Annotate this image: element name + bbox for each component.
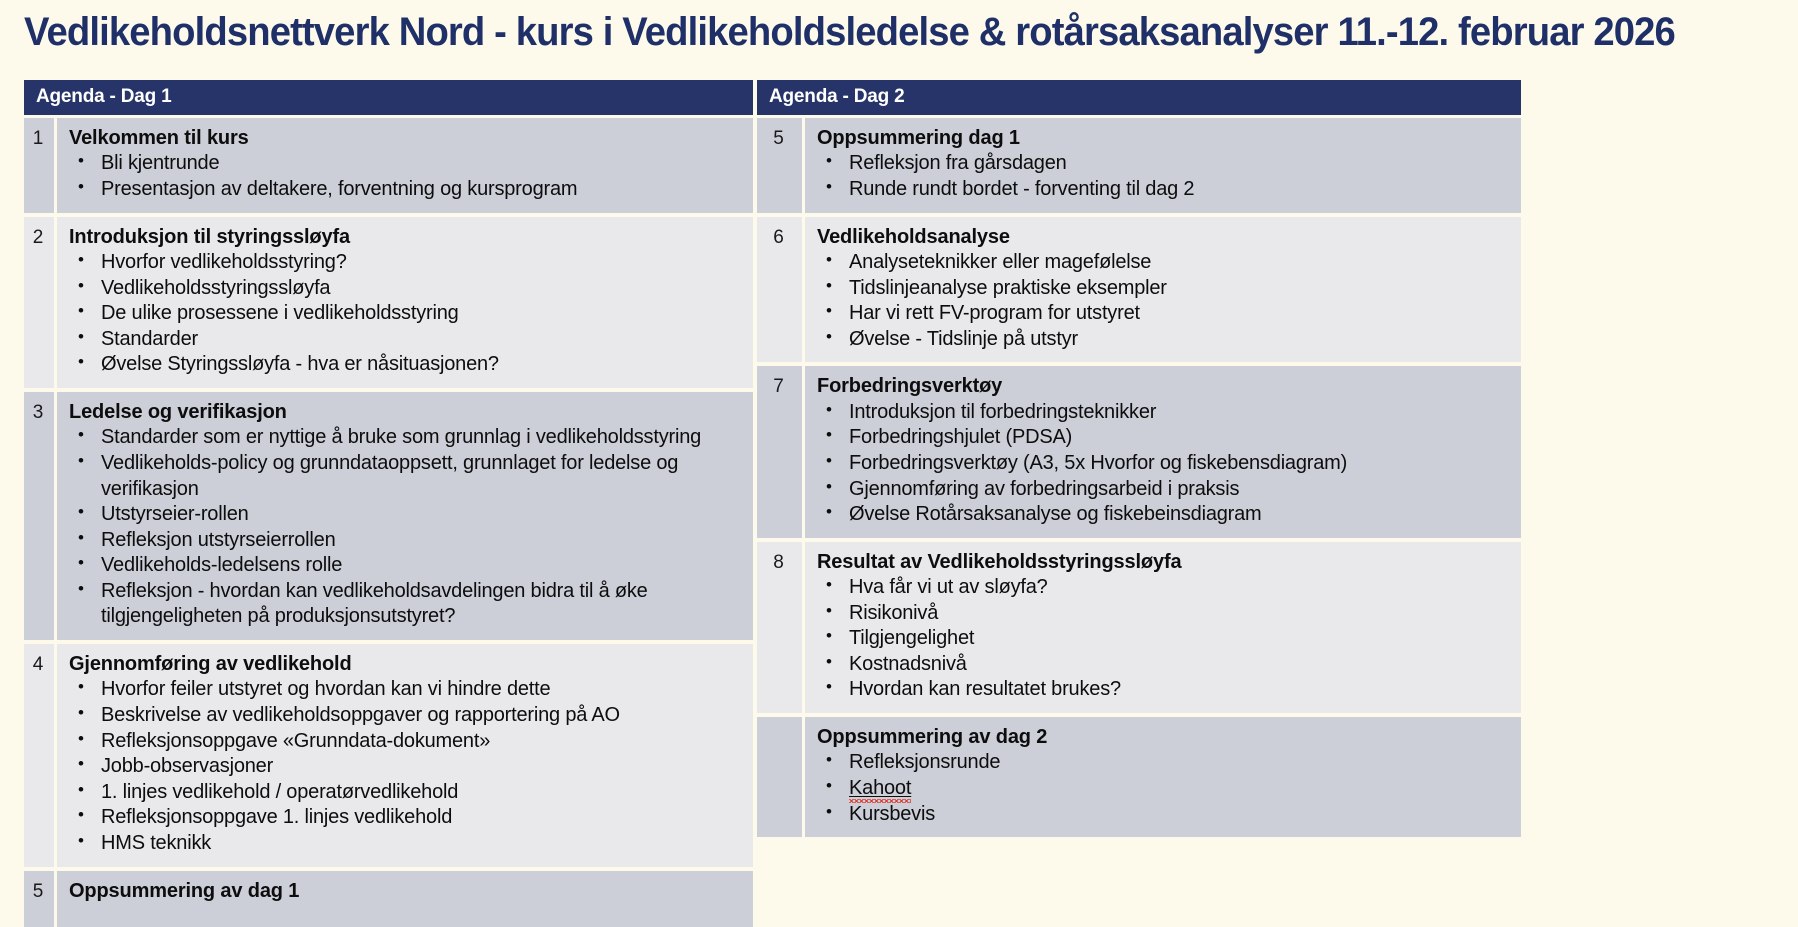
agenda-row-number: 4 — [24, 644, 57, 867]
agenda-bullet-item: • Øvelse Rotårsaksanalyse og fiskebeinsdiagram — [817, 502, 1513, 528]
agenda-day2-body — [757, 80, 1521, 837]
agenda-bullet-item: • Introduksjon til forbedringsteknikker — [817, 400, 1513, 426]
agenda-row-number: 1 — [24, 118, 57, 213]
agenda-row — [24, 392, 753, 640]
agenda-bullet-list — [817, 400, 1513, 528]
page-title: Vedlikeholdsnettverk Nord - kurs i Vedlikeholdsledelse & rotårsaksanalyser 11.-12. februar 2026 — [24, 10, 1675, 54]
agenda-row — [757, 717, 1521, 837]
agenda-bullet-item: • Vedlikeholds-ledelsens rolle — [69, 553, 745, 579]
agenda-item-title: Vedlikeholdsanalyse — [817, 225, 1010, 248]
agenda-row-content — [805, 717, 1521, 837]
agenda-row — [24, 217, 753, 388]
agenda-bullet-item: • Beskrivelse av vedlikeholdsoppgaver og rapportering på AO — [69, 703, 745, 729]
agenda-bullet-item: • Hva får vi ut av sløyfa? — [817, 575, 1513, 601]
agenda-bullet-item: • Refleksjon utstyrseierrollen — [69, 528, 745, 554]
agenda-bullet-item: • Øvelse - Tidslinje på utstyr — [817, 327, 1513, 353]
agenda-bullet-link[interactable] — [817, 776, 1513, 802]
agenda-row — [757, 366, 1521, 537]
agenda-bullet-item: • Vedlikeholdsstyringssløyfa — [69, 276, 745, 302]
agenda-bullet-list — [69, 677, 745, 856]
agenda-bullet-item: • Tidslinjeanalyse praktiske eksempler — [817, 276, 1513, 302]
agenda-bullet-item: • Kursbevis — [817, 802, 1513, 828]
agenda-bullet-item: • Hvorfor vedlikeholdsstyring? — [69, 250, 745, 276]
agenda-bullet-item: • Standarder — [69, 327, 745, 353]
agenda-bullet-item: • Jobb-observasjoner — [69, 754, 745, 780]
agenda-row-content — [805, 118, 1521, 213]
agenda-bullet-item: • De ulike prosessene i vedlikeholdsstyring — [69, 301, 745, 327]
agenda-bullet-item: • Tilgjengelighet — [817, 626, 1513, 652]
agenda-row — [24, 871, 753, 927]
agenda-row-number: 6 — [757, 217, 805, 363]
agenda-bullet-item: • Gjennomføring av forbedringsarbeid i praksis — [817, 477, 1513, 503]
agenda-row — [24, 118, 753, 213]
agenda-item-title: Oppsummering av dag 1 — [69, 879, 300, 902]
agenda-row-number: 3 — [24, 392, 57, 640]
agenda-item-title: Forbedringsverktøy — [817, 375, 1003, 398]
agenda-row-number: 2 — [24, 217, 57, 388]
agenda-row-number: 8 — [757, 542, 805, 713]
agenda-item-title: Introduksjon til styringssløyfa — [69, 225, 350, 248]
agenda-row — [24, 644, 753, 867]
agenda-row-content — [57, 217, 753, 388]
agenda-row-number: 5 — [24, 871, 57, 927]
agenda-bullet-list — [817, 250, 1513, 352]
agenda-row-content — [805, 217, 1521, 363]
agenda-bullet-item: • Øvelse Styringssløyfa - hva er nåsituasjonen? — [69, 352, 745, 378]
agenda-bullet-list — [69, 151, 745, 202]
agenda-bullet-list — [69, 425, 745, 630]
agenda-bullet-item: • Presentasjon av deltakere, forventning og kursprogram — [69, 177, 745, 203]
agenda-bullet-item: • Refleksjonsoppgave «Grunndata-dokument» — [69, 729, 745, 755]
agenda-bullet-item: • Refleksjonsoppgave 1. linjes vedlikehold — [69, 805, 745, 831]
agenda-row-number — [757, 717, 805, 837]
agenda-day2-header-row — [757, 80, 1521, 115]
agenda-bullet-item: • Forbedringshjulet (PDSA) — [817, 425, 1513, 451]
agenda-row — [757, 118, 1521, 213]
agenda-row — [757, 217, 1521, 363]
agenda-row-content — [57, 392, 753, 640]
agenda-day2-header-label: Agenda - Dag 2 — [757, 80, 1521, 115]
agenda-table-day1 — [24, 80, 753, 927]
agenda-bullet-item: • Runde rundt bordet - forventing til dag 2 — [817, 177, 1513, 203]
agenda-item-title: Ledelse og verifikasjon — [69, 400, 287, 423]
agenda-bullet-item: • Har vi rett FV-program for utstyret — [817, 301, 1513, 327]
kahoot-link[interactable]: Kahoot — [849, 777, 911, 803]
agenda-row — [757, 542, 1521, 713]
agenda-row-content — [805, 542, 1521, 713]
agenda-bullet-item: • HMS teknikk — [69, 831, 745, 857]
agenda-bullet-item: • Analyseteknikker eller magefølelse — [817, 250, 1513, 276]
agenda-bullet-item: • Standarder som er nyttige å bruke som grunnlag i vedlikeholdsstyring — [69, 425, 745, 451]
agenda-bullet-item: • Refleksjon fra gårsdagen — [817, 151, 1513, 177]
agenda-row-number: 5 — [757, 118, 805, 213]
agenda-day1-header-row — [24, 80, 753, 115]
agenda-day1-body — [24, 80, 753, 927]
agenda-item-title: Oppsummering dag 1 — [817, 127, 1020, 149]
agenda-bullet-item: • Utstyrseier-rollen — [69, 502, 745, 528]
agenda-bullet-list — [817, 750, 1513, 827]
agenda-item-title: Velkommen til kurs — [69, 127, 249, 149]
agenda-day1-header-label: Agenda - Dag 1 — [24, 80, 753, 115]
agenda-bullet-item: • Refleksjonsrunde — [817, 750, 1513, 776]
agenda-row-content — [805, 366, 1521, 537]
agenda-item-title: Gjennomføring av vedlikehold — [69, 653, 352, 676]
agenda-bullet-item: • Kostnadsnivå — [817, 652, 1513, 678]
agenda-bullet-item: • Risikonivå — [817, 601, 1513, 627]
agenda-row-content — [57, 644, 753, 867]
agenda-bullet-item: • 1. linjes vedlikehold / operatørvedlikehold — [69, 780, 745, 806]
agenda-bullet-item: • Hvorfor feiler utstyret og hvordan kan vi hindre dette — [69, 677, 745, 703]
agenda-bullet-item: • Bli kjentrunde — [69, 151, 745, 177]
agenda-bullet-item: • Vedlikeholds-policy og grunndataoppsett, grunnlaget for ledelse og verifikasjon — [69, 451, 745, 502]
agenda-bullet-list — [69, 250, 745, 378]
agenda-row-content — [57, 118, 753, 213]
agenda-bullet-item: • Hvordan kan resultatet brukes? — [817, 677, 1513, 703]
agenda-bullet-item: • Refleksjon - hvordan kan vedlikeholdsavdelingen bidra til å øke tilgjengeligheten på produksjonsutstyret? — [69, 579, 745, 630]
agenda-bullet-list — [817, 575, 1513, 703]
agenda-row-content — [57, 871, 753, 927]
agenda-bullet-item: • Forbedringsverktøy (A3, 5x Hvorfor og fiskebensdiagram) — [817, 451, 1513, 477]
agenda-bullet-list — [817, 151, 1513, 202]
agenda-item-title: Oppsummering av dag 2 — [817, 726, 1048, 749]
agenda-item-title: Resultat av Vedlikeholdsstyringssløyfa — [817, 550, 1182, 573]
agenda-table-day2 — [757, 80, 1521, 837]
agenda-row-number: 7 — [757, 366, 805, 537]
